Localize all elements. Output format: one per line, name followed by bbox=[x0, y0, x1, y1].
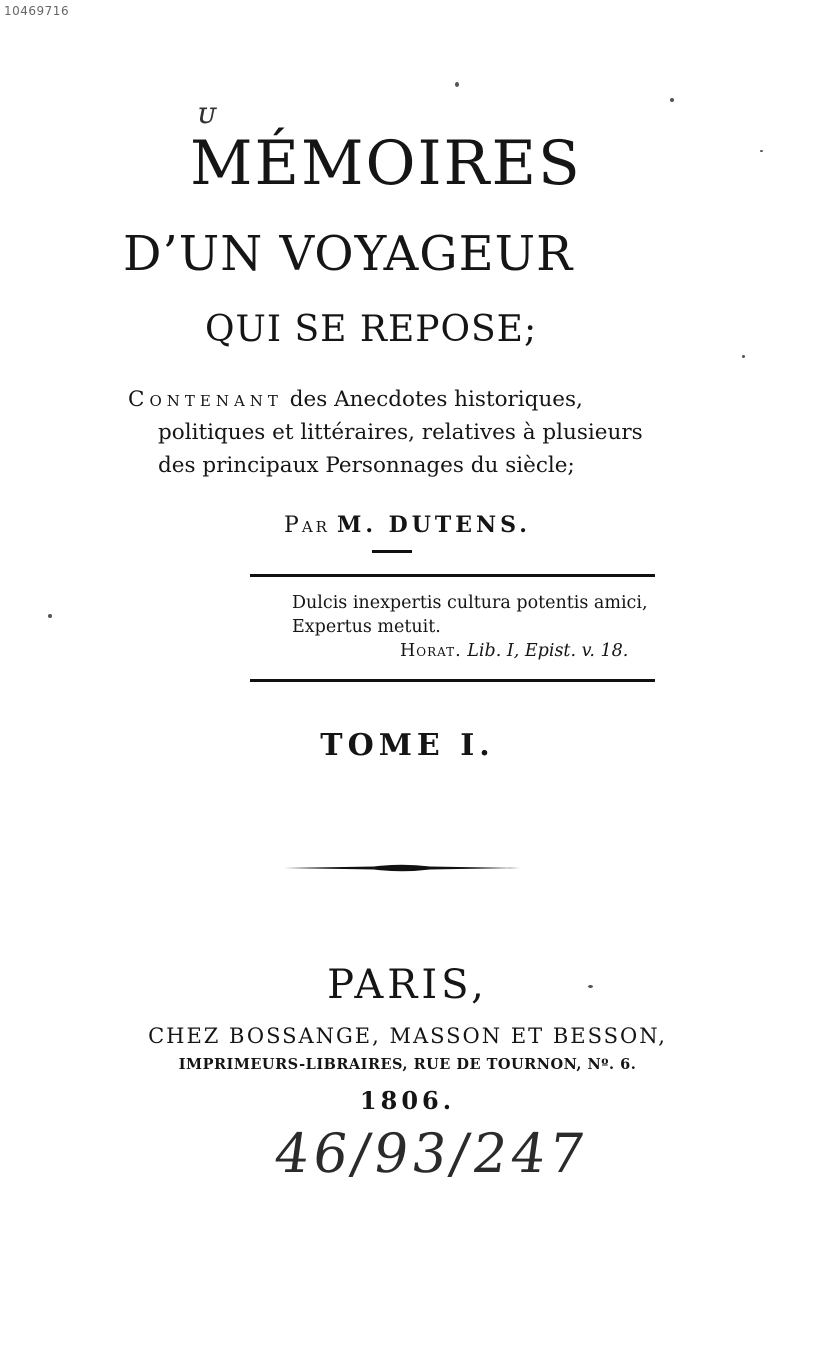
imprint-city: PARIS, bbox=[327, 962, 488, 1008]
scan-speck bbox=[455, 82, 459, 87]
author-line bbox=[0, 512, 815, 538]
epigraph-source-ref: Lib. I, Epist. v. 18. bbox=[461, 641, 629, 661]
epigraph-source-author: Horat. bbox=[400, 641, 462, 661]
imprint-publisher: CHEZ BOSSANGE, MASSON ET BESSON, bbox=[148, 1024, 667, 1048]
description-line-1 bbox=[128, 383, 688, 416]
handwritten-shelfmark: 46/93/247 bbox=[270, 1122, 593, 1185]
description-line-1-rest: des Anecdotes historiques, bbox=[282, 387, 583, 412]
volume-label: TOME I. bbox=[320, 728, 495, 763]
epigraph bbox=[292, 591, 648, 663]
scan-speck bbox=[588, 985, 593, 988]
imprint-printers: IMPRIMEURS-LIBRAIRES, RUE DE TOURNON, Nº. 6. bbox=[178, 1056, 637, 1073]
author-par: Par bbox=[284, 513, 330, 538]
description-line-2: politiques et littéraires, relatives à plusieurs bbox=[158, 420, 643, 445]
scan-id-label: 10469716 bbox=[4, 4, 70, 18]
short-rule bbox=[372, 550, 412, 553]
imprint-year: 1806. bbox=[359, 1086, 456, 1115]
epigraph-bottom-rule bbox=[250, 679, 655, 682]
epigraph-top-rule bbox=[250, 574, 655, 577]
epigraph-source bbox=[292, 639, 648, 663]
scan-speck bbox=[670, 98, 674, 102]
description-block bbox=[128, 383, 688, 482]
author-name: M. DUTENS. bbox=[336, 512, 531, 538]
title-line-2: D’UN VOYAGEUR bbox=[123, 226, 574, 282]
handwritten-mark: ᴜ bbox=[198, 96, 216, 131]
epigraph-line-2: Expertus metuit. bbox=[292, 617, 441, 637]
title-line-1: MÉMOIRES bbox=[190, 128, 582, 199]
ornamental-rule bbox=[284, 862, 520, 874]
title-line-3: QUI SE REPOSE; bbox=[205, 309, 538, 350]
scan-speck bbox=[48, 614, 52, 618]
scan-speck bbox=[742, 355, 745, 358]
description-lead: Contenant bbox=[128, 387, 283, 412]
scan-speck bbox=[760, 150, 763, 152]
epigraph-line-1: Dulcis inexpertis cultura potentis amici, bbox=[292, 593, 648, 613]
description-line-3: des principaux Personnages du siècle; bbox=[158, 453, 575, 478]
